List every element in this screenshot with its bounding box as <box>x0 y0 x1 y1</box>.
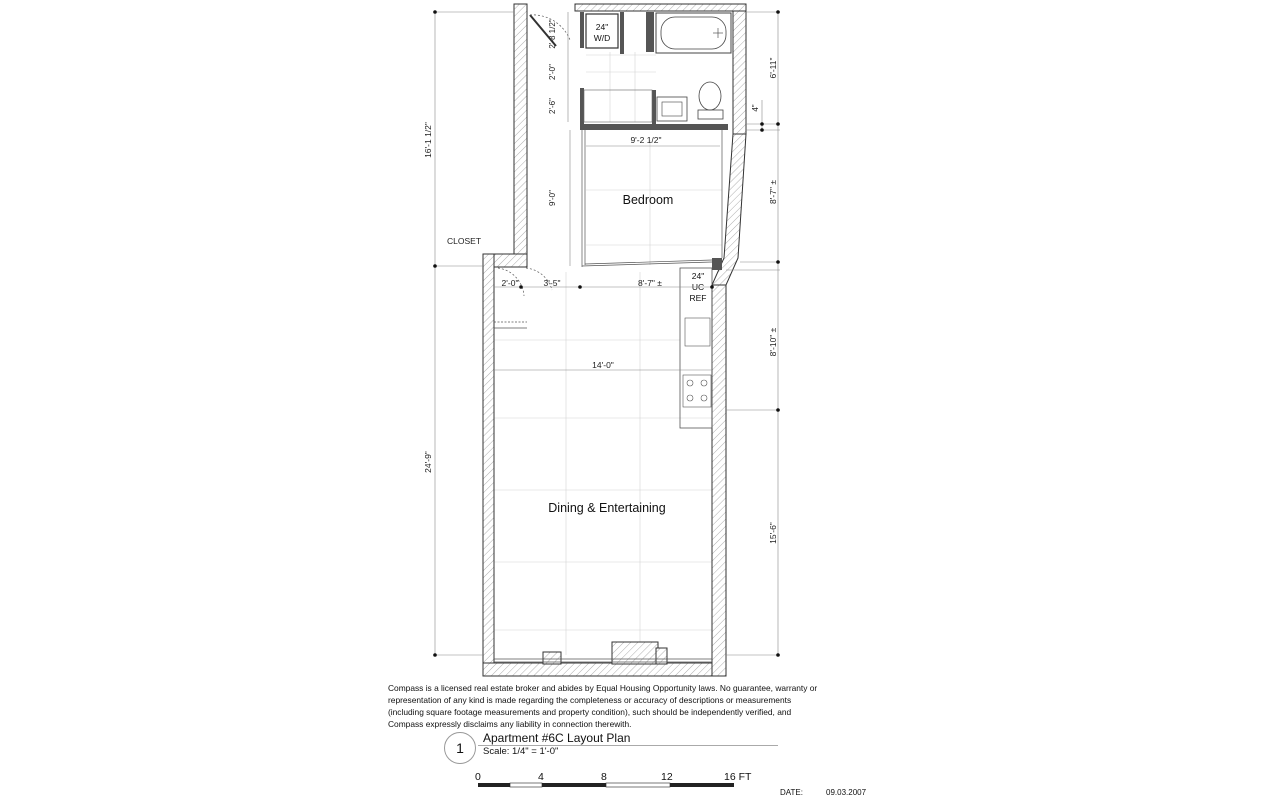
scale-label-8: 8 <box>601 771 607 783</box>
drawing-scale: Scale: 1/4" = 1'-0" <box>483 746 559 757</box>
washer-dryer <box>586 14 618 48</box>
dim-right-kitchen: 8'-10" ± <box>768 327 778 357</box>
ref-uc-label: UC <box>691 282 705 292</box>
room-label-bedroom: Bedroom <box>622 193 674 207</box>
dim-bedroom-depth: 9'-0" <box>548 190 557 206</box>
room-label-dining: Dining & Entertaining <box>548 501 666 515</box>
scale-label-12: 12 <box>661 771 673 783</box>
date-value: 09.03.2007 <box>826 788 867 797</box>
scale-label-16: 16 FT <box>724 771 752 783</box>
wd-label: W/D <box>593 33 611 43</box>
date-label: DATE: <box>780 788 803 797</box>
vanity <box>584 90 652 122</box>
floor-grid <box>494 52 722 655</box>
dim-closet-width: 2'-0" <box>501 278 519 288</box>
dim-bedroom-width: 9'-2 1/2" <box>630 135 662 145</box>
wd-size-label: 24" <box>595 22 609 32</box>
scale-label-0: 0 <box>475 771 481 783</box>
dim-hall-width: 3'-5" <box>543 278 561 288</box>
dim-kitchen-gap: 8'-7" ± <box>638 278 662 288</box>
drawing-number: 1 <box>444 732 476 764</box>
dim-right-bedroom: 8'-7" ± <box>768 180 778 204</box>
dim-bath-door: 2'-8 1/2" <box>548 19 557 49</box>
dim-right-wall: 4" <box>751 104 760 112</box>
scale-label-4: 4 <box>538 771 544 783</box>
ref-label: REF <box>689 293 707 303</box>
dim-right-bath: 6'-11" <box>768 57 778 79</box>
kitchen-counter <box>680 268 712 428</box>
dim-left-upper: 16'-1 1/2" <box>423 122 433 158</box>
toilet <box>698 82 723 119</box>
dim-right-living: 15'-6" <box>768 522 778 544</box>
dim-bath-mid: 2'-0" <box>548 64 557 80</box>
dim-bath-low: 2'-6" <box>548 98 557 114</box>
ref-size-label: 24" <box>691 271 705 281</box>
disclaimer-text: Compass is a licensed real estate broker and abides by Equal Housing Opportunity laws. No guarantee, warranty or representation of any kind is made regarding the completeness or accuracy of descriptions or measurements (including square footage measurements and property condition), such should be independently verified, and Compass expressly disclaims any liability in connection therewith. <box>388 683 818 730</box>
dim-living-width: 14'-0" <box>592 360 614 370</box>
bathtub <box>656 13 731 53</box>
windows <box>494 659 712 662</box>
scale-bar <box>478 783 734 787</box>
drawing-title: Apartment #6C Layout Plan <box>483 731 631 745</box>
dim-left-lower: 24'-9" <box>423 451 433 473</box>
room-label-closet: CLOSET <box>447 236 482 246</box>
bathroom-sink <box>657 97 687 121</box>
